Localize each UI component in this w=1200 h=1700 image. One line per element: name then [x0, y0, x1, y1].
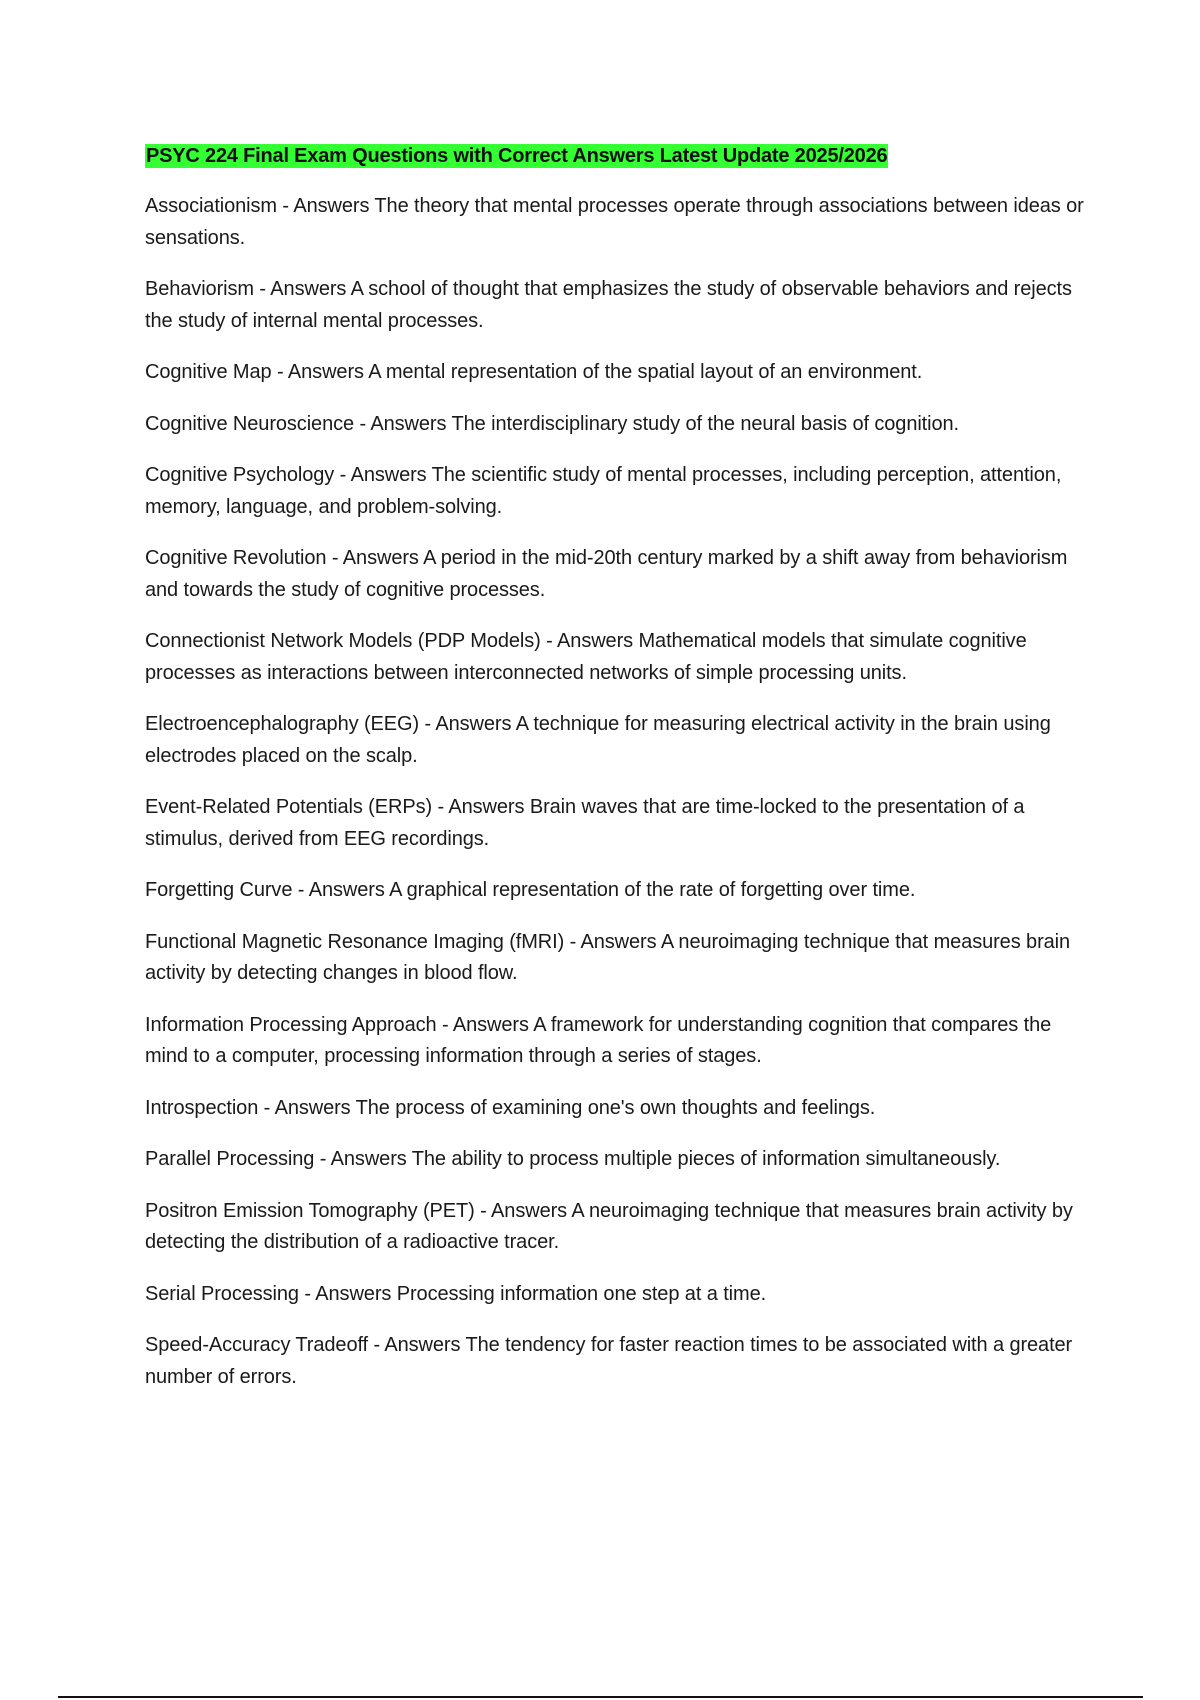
list-item: Functional Magnetic Resonance Imaging (fMRI) - Answers A neuroimaging technique that measures brain activity by detecting changes in blood flow.	[145, 930, 1071, 984]
list-item: Speed-Accuracy Tradeoff - Answers The tendency for faster reaction times to be associated with a greater number of errors.	[145, 1334, 1073, 1388]
document-page	[145, 143, 1090, 1413]
list-item: Cognitive Map - Answers A mental representation of the spatial layout of an environment.	[145, 361, 923, 383]
list-item: Electroencephalography (EEG) - Answers A technique for measuring electrical activity in the brain using electrodes placed on the scalp.	[145, 713, 1051, 767]
entry-list	[145, 191, 1090, 1393]
title-container	[145, 143, 1090, 171]
list-item: Positron Emission Tomography (PET) - Answers A neuroimaging technique that measures brain activity by detecting the distribution of a radioactive tracer.	[145, 1199, 1073, 1253]
list-item: Introspection - Answers The process of examining one's own thoughts and feelings.	[145, 1096, 876, 1119]
list-item: Cognitive Psychology - Answers The scientific study of mental processes, including perception, attention, memory, language, and problem-solving.	[145, 464, 1062, 518]
document-title: PSYC 224 Final Exam Questions with Correct Answers Latest Update 2025/2026	[146, 145, 888, 167]
list-item: Parallel Processing - Answers The ability to process multiple pieces of information simultaneously.	[145, 1148, 1001, 1170]
footer-divider	[58, 1696, 1143, 1698]
list-item: Information Processing Approach - Answers A framework for understanding cognition that compares the mind to a computer, processing information through a series of stages.	[145, 1013, 1052, 1067]
list-item: Connectionist Network Models (PDP Models) - Answers Mathematical models that simulate cognitive processes as interactions between interconnected networks of simple processing units.	[145, 630, 1027, 684]
list-item: Event-Related Potentials (ERPs) - Answers Brain waves that are time-locked to the presentation of a stimulus, derived from EEG recordings.	[145, 796, 1025, 850]
list-item: Behaviorism - Answers A school of thought that emphasizes the study of observable behaviors and rejects the study of internal mental processes.	[145, 278, 1072, 332]
list-item: Cognitive Neuroscience - Answers The interdisciplinary study of the neural basis of cognition.	[145, 412, 959, 435]
list-item: Cognitive Revolution - Answers A period in the mid-20th century marked by a shift away from behaviorism and towards the study of cognitive processes.	[145, 547, 1068, 601]
list-item: Serial Processing - Answers Processing information one step at a time.	[145, 1282, 767, 1305]
list-item: Forgetting Curve - Answers A graphical representation of the rate of forgetting over time.	[145, 879, 916, 901]
list-item: Associationism - Answers The theory that mental processes operate through associations between ideas or sensations.	[145, 195, 1084, 249]
